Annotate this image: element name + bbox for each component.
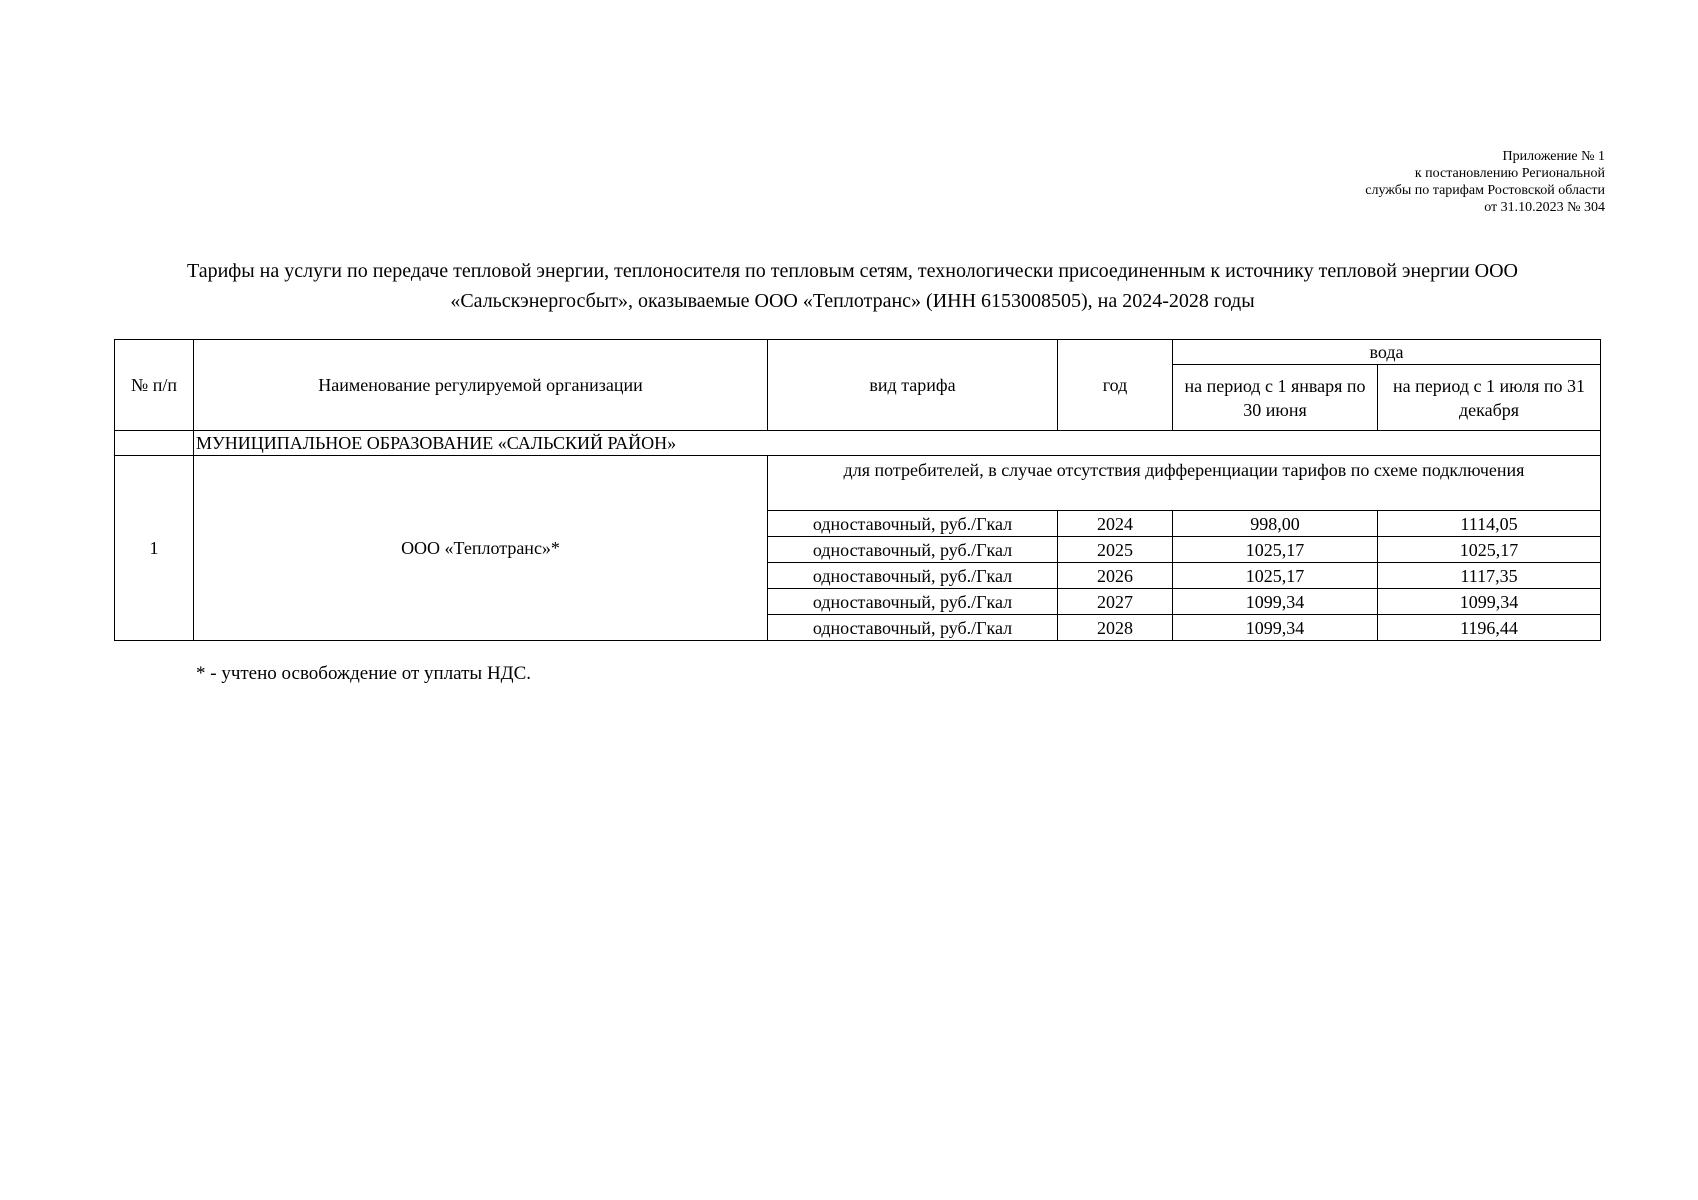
header-org: Наименование регулируемой организации — [194, 340, 768, 431]
document-title: Тарифы на услуги по передаче тепловой энергии, теплоносителя по тепловым сетям, технологически присоединенным к источнику тепловой энергии ООО «Сальскэнергосбыт», оказываемые ООО «Теплотранс» (ИНН 6153008505), на 2024-2028 годы — [186, 260, 1519, 312]
consumer-group-row — [115, 456, 1601, 511]
period-2-value: 1196,44 — [1378, 615, 1601, 641]
appendix-line-2: к постановлению Региональной — [1414, 166, 1605, 181]
tariff-type-cell: одноставочный, руб./Гкал — [768, 511, 1058, 537]
section-title: МУНИЦИПАЛЬНОЕ ОБРАЗОВАНИЕ «САЛЬСКИЙ РАЙОН» — [194, 431, 1601, 456]
appendix-block — [1365, 148, 1605, 216]
period-1-value: 998,00 — [1173, 511, 1378, 537]
tariff-type-cell: одноставочный, руб./Гкал — [768, 537, 1058, 563]
period-2-value: 1114,05 — [1378, 511, 1601, 537]
entry-org: ООО «Теплотранс»* — [194, 456, 768, 641]
period-1-value: 1025,17 — [1173, 537, 1378, 563]
period-1-value: 1099,34 — [1173, 615, 1378, 641]
header-water: вода — [1173, 340, 1601, 365]
section-empty-cell — [115, 431, 194, 456]
footnote: * - учтено освобождение от уплаты НДС. — [196, 663, 532, 684]
tariff-type-cell: одноставочный, руб./Гкал — [768, 589, 1058, 615]
header-year: год — [1058, 340, 1173, 431]
header-period-2: на период с 1 июля по 31 декабря — [1378, 365, 1601, 431]
tariff-table — [114, 339, 1601, 641]
consumer-group: для потребителей, в случае отсутствия дифференциации тарифов по схеме подключения — [768, 456, 1601, 511]
header-period-1: на период с 1 января по 30 июня — [1173, 365, 1378, 431]
period-2-value: 1099,34 — [1378, 589, 1601, 615]
year-cell: 2024 — [1058, 511, 1173, 537]
appendix-line-3: службы по тарифам Ростовской области — [1365, 183, 1605, 198]
period-1-value: 1025,17 — [1173, 563, 1378, 589]
header-row-1 — [115, 340, 1601, 365]
appendix-line-4: от 31.10.2023 № 304 — [1484, 200, 1605, 215]
year-cell: 2028 — [1058, 615, 1173, 641]
year-cell: 2025 — [1058, 537, 1173, 563]
period-2-value: 1117,35 — [1378, 563, 1601, 589]
year-cell: 2027 — [1058, 589, 1173, 615]
year-cell: 2026 — [1058, 563, 1173, 589]
period-2-value: 1025,17 — [1378, 537, 1601, 563]
appendix-line-1: Приложение № 1 — [1502, 149, 1605, 164]
entry-num: 1 — [115, 456, 194, 641]
tariff-type-cell: одноставочный, руб./Гкал — [768, 563, 1058, 589]
header-num: № п/п — [115, 340, 194, 431]
tariff-type-cell: одноставочный, руб./Гкал — [768, 615, 1058, 641]
section-row — [115, 431, 1601, 456]
header-tariff-type: вид тарифа — [768, 340, 1058, 431]
period-1-value: 1099,34 — [1173, 589, 1378, 615]
